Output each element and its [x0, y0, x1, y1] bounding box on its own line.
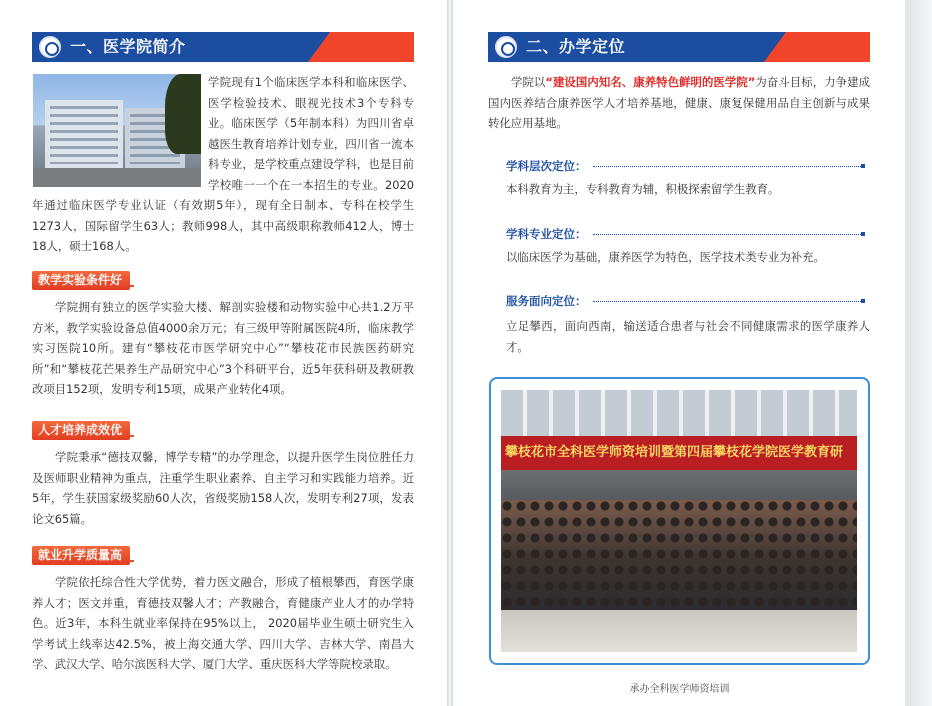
intro-after-text: 为奋斗目标，力争建成国内医养结合康养医学人才培养基地，健康、康复保健用品自主创新与成果转化应用基地。: [488, 75, 870, 130]
discipline-level-text: 本科教育为主，专科教育为辅，积极探索留学生教育。: [506, 182, 780, 196]
section-title: 二、办学定位: [526, 37, 626, 56]
leader-end-square: [861, 164, 865, 168]
specialty-text: 以临床医学为基础，康养医学为特色，医学技术类专业为补充。: [506, 250, 825, 264]
left-page: [0, 0, 447, 706]
section-header-positioning: [488, 32, 870, 62]
discipline-level-label: 学科层次定位：: [506, 159, 587, 173]
school-logo-icon: [495, 36, 517, 58]
group-photo: [501, 390, 857, 652]
specialty-label: 学科专业定位：: [506, 227, 587, 241]
positioning-intro: [488, 72, 870, 134]
lab-conditions-paragraph: 学院拥有独立的医学实验大楼、解剖实验楼和动物实验中心共1.2万平方米，教学实验设备总值4000余万元；有三级甲等附属医院4所，临床教学实习医院10所。建有“攀枝花市医学研究中心”“攀枝花市民族医药研究所”和“攀枝花芒果养生产品研究中心”3个科研平台，近5年获科研及教研教改项目152项，发明专利15项，成果产业转化4项。: [32, 300, 414, 396]
dotted-leader: [593, 234, 861, 235]
service-label: 服务面向定位：: [506, 294, 587, 308]
photo-group-people: [501, 500, 857, 610]
employment-paragraph: 学院依托综合性大学优势，着力医文融合，形成了植根攀西，育医学康养人才；医文并重，育德技双馨人才；产教融合，育健康产业人才的办学特色。近3年，本科生就业率保持在95%以上， 2020届毕业生硕士研究生入学考试上线率达42.5%，被上海交通大学、四川大学、吉林大学、南昌大学、武汉大学、哈尔滨医科大学、厦门大学、重庆医科大学等院校录取。: [32, 575, 414, 671]
tag-talent-training: 人才培养成效优: [32, 421, 130, 440]
photo-floor: [501, 610, 857, 652]
photo-building-windows: [501, 390, 857, 436]
photo-caption: 承办全科医学师资培训: [629, 684, 730, 695]
intro-before-text: 学院以: [511, 75, 546, 89]
leader-end-square: [861, 232, 865, 236]
leader-end-square: [861, 299, 865, 303]
school-logo-icon: [39, 36, 61, 58]
service-text: 立足攀西，面向西南，输送适合患者与社会不同健康需求的医学康养人才。: [506, 319, 870, 354]
tag-lab-conditions: 教学实验条件好: [32, 271, 130, 290]
intro-text: 学院现有1个临床医学本科和临床医学、医学检验技术、眼视光技术3个专科专业。临床医学（5年制本科）为四川省卓越医生教育培养计划专业，四川省一流本科专业，是学校重点建设学科，也是目前学校唯一一个在一本招生的专业。2020年通过临床医学专业认证（有效期5年），现有全日制本、专科在校学生1273人，国际留学生63人；教师998人，其中高级职称教师412人，博士18人，硕士168人。: [32, 75, 414, 253]
section-title: 一、医学院简介: [70, 37, 186, 56]
next-page-edge: [905, 0, 932, 706]
section-header-intro: [32, 32, 414, 62]
photo-float-spacer: [32, 72, 208, 184]
goal-highlight: “建设国内知名、康养特色鲜明的医学院”: [545, 75, 756, 89]
tag-employment: 就业升学质量高: [32, 546, 130, 565]
intro-paragraph: [32, 72, 414, 257]
dotted-leader: [593, 166, 861, 167]
talent-training-paragraph: 学院秉承“德技双馨，博学专精”的办学理念，以提升医学生岗位胜任力及医师职业精神为重点，注重学生职业素养、自主学习和实践能力培养。近5年，学生获国家级奖励60人次，省级奖励158人次，发明专利27项，发表论文65篇。: [32, 450, 414, 526]
photo-banner: 攀枝花市全科医学师资培训暨第四届攀枝花学院医学教育研: [501, 436, 857, 470]
dotted-leader: [593, 301, 861, 302]
